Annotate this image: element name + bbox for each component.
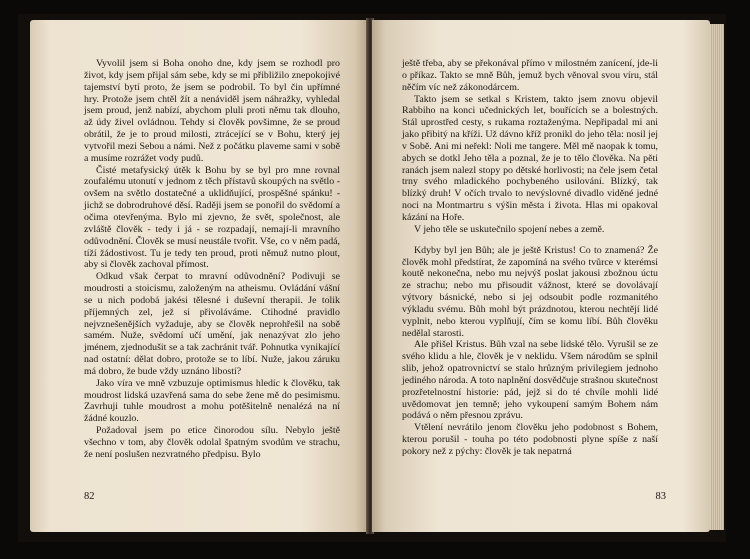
paragraph: Takto jsem se setkal s Kristem, takto jsem znovu objevil Rabbiho na konci učednických let, bouřících se a bolestných. Stál uprostřed cesty, s rukama roztaženýma. Nepřipadal mi ani jako přibitý na kříži. Už dávno kříž pronikl do jeho těla: nosil jej v Sobě. Ani mi neřekl: Noli me tangere. Měl mě naopak k tomu, abych se dotkl Jeho těla a poznal, že je to tělo člověka. Na pěti ranách jsem nalezl stopy po dětské horlivosti; na čele jsem četal trny svého mladického pochybeného usilování. Blízký, tak blízký druh! V očích trvalo to nevýslovné divadlo viděné jedné noci na Montmartru s výšin města i života. Hlas mi opakoval kázání na Hoře. — [402, 93, 658, 223]
paragraph: Vtělení nevrátilo jenom člověku jeho podobnost s Bohem, kterou porušil - touha po této podobnosti plyne spíše z naší pokory než z pýchy: člověk je tak nepatrná — [402, 422, 658, 457]
paragraph: Ale přišel Kristus. Bůh vzal na sebe lidské tělo. Vyrušil se ze svého klidu a hle, člověk je v neklidu. Všem národům se splnil slib, jehož opatrovnictví se stalo hrůzným privilegiem jednoho jediného národa. A toto naplnění dosvědčuje strašnou skutečnost prozřetelnostní historie: pád, jejž si do té chvíle mohli lidé uvědomovat jen temně; jeho vykoupení samým Bohem nám podává o něm přesnou zprávu. — [402, 339, 658, 422]
paragraph: Jako víra ve mně vzbuzuje optimismus hledíc k člověku, tak moudrost lidská uzavřená sama do sebe žene mě do pesimismu. Zavrhuji tuhle moudrost a mohu potěšitelně nenalézá na ní žádné kouzlo. — [84, 377, 340, 425]
paragraph: Kdyby byl jen Bůh; ale je ještě Kristus! Co to znamená? Že člověk mohl předstírat, že zapomíná na svého tvůrce v kterémsi koutě nekonečna, nebo mu nejvýš poslat jakousi zbožnou úctu ze strachu; nebo mu přisoudit vážnost, které se dovolávají výtvory básnické, nebo si jej odsoubit podle rozmanitého výkladu svému. Bůh mohl být prázdnotou, kterou nechtějí lidé vyplnit, nebo kterou vyplňují, čím se komu líbí. Bůh člověku nedělal starosti. — [402, 244, 658, 339]
paragraph: Vyvolil jsem si Boha onoho dne, kdy jsem se rozhodl pro život, kdy jsem přijal sám sebe, kdy se mi přibližilo znepokojivé tajemství bytí proto, že jsem se podrobil. To byl čin upřímné hry. Protože jsem chtěl žít a nenáviděl jsem náhražky, vyhledal jsem proud, jenž nabízí, abychom pluli proti němu tak dlouho, až údy živel ovládnou. Tehdy si člověk povšimne, že se proud obrátil, že je to proud milosti, ztrácející se v Bohu, který jej vytvořil mezi Sebou a námi. Než z počátku plaveme sami v sobě a musíme rozrážet vody pudů. — [84, 58, 340, 164]
paragraph: ještě třeba, aby se překonával přímo v milostném zanícení, jde-li o příkaz. Takto se mně Bůh, jemuž bych věnoval svou víru, stál něčím víc než zákonodárcem. — [402, 58, 658, 93]
paragraph: V jeho těle se uskutečnilo spojení nebes a země. — [414, 223, 605, 235]
left-page-text — [84, 58, 340, 461]
page-number-right: 83 — [655, 491, 666, 502]
paragraph: Čisté metafysický útěk k Bohu by se byl pro mne rovnal zoufalému utonutí v jednom z těch přístavů skoupých na světlo - ovšem na světlo dostatečné a uklidňující, prospěšné spánku! - jichž se dobrodruhové děsí. Raději jsem se ponořil do svědomí a očima otevřenýma. Bylo mi zjevno, že svět, společnost, ale zvláště člověk - tedy i já - se rozpadají, nemají-li mravního odůvodnění. Člověk se musí neustále tvořit. Vše, co v něm padá, tíží žádostivost. Tu je tedy ten proud, proti němuž nutno plout, aby si člověk zachoval přímost. — [84, 164, 340, 271]
right-page — [372, 20, 710, 532]
paragraph: Odkud však čerpat to mravní odůvodnění? Podivuji se moudrosti a stoicismu, založeným na atheismu. Ovládání vášní se u nich podobá jakési tělesné i duševní therapii. Je tolik příjemných zel, jež si přivoláváme. Ctihodné pravidlo nejvznešenějších vyžaduje, aby se člověk neprohřešil na sobě samém. Nuže, svědomí učí umění, jak nenazývat zlo jeho jménem, zjednodušit se a tak zachránit tvář. Pohnutka vynikající nad ostatní: dělat dobro, protože se to líbí. Nuže, jakou záruku má dobro, že bude vždy uznáno libostí? — [84, 271, 340, 377]
open-book — [18, 14, 726, 542]
page-edges — [710, 24, 724, 530]
paragraph: Požadoval jsem po etice činorodou sílu. Nebylo ještě všechno v tom, aby člověk odolal špatným svodům ve strachu, že není poslušen nezvratného předpisu. Bylo — [84, 425, 340, 460]
right-page-text — [402, 58, 658, 458]
left-page — [30, 20, 368, 532]
page-number-left: 82 — [84, 491, 95, 502]
